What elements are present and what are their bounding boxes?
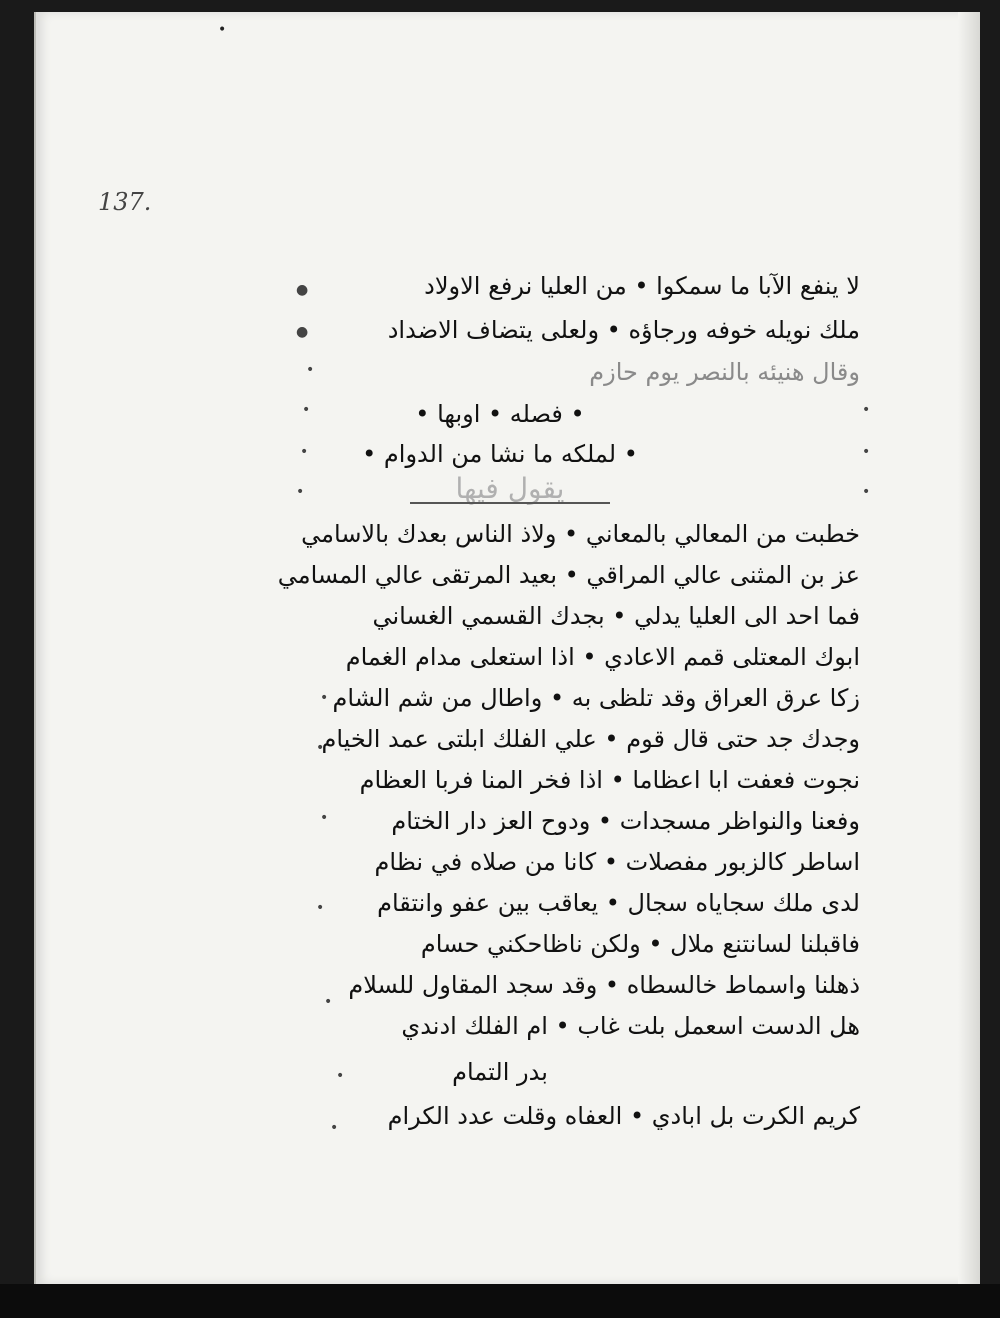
- margin-mark-left: •: [320, 810, 329, 826]
- verse-line-5: زكا عرق العراق وقد تلظى به • واطال من شم الشام: [332, 684, 860, 712]
- verse-line-2: عز بن المثنى عالي المراقي • بعيد المرتقى عالي المسامي: [277, 561, 860, 589]
- faded-line: وقال هنيئه بالنصر يوم حازم: [589, 358, 860, 386]
- verse-line-12: ذهلنا واسماط خالسطاه • وقد سجد المقاول للسلام: [348, 971, 860, 999]
- top-ink-mark: •: [218, 22, 227, 38]
- verse-line-6: وجدك جد حتى قال قوم • علي الفلك ابلتى عمد الخيام: [321, 725, 860, 753]
- trailing-line: بدر التمام: [452, 1058, 548, 1086]
- margin-mark-left: •: [306, 362, 315, 378]
- margin-mark-left: •: [296, 484, 305, 500]
- margin-mark-right: •: [862, 444, 871, 460]
- page-edge-shadow: [958, 12, 980, 1284]
- short-line-2: • لملكه ما نشا من الدوام •: [362, 440, 638, 468]
- margin-mark-right: •: [862, 402, 871, 418]
- margin-mark-left: •: [316, 900, 325, 916]
- margin-mark-left: •: [300, 444, 309, 460]
- opening-line-2: ملك نويله خوفه ورجاؤه • ولعلى يتضاف الاضداد: [387, 316, 860, 344]
- verse-line-1: خطبت من المعالي بالمعاني • ولاذ الناس بعدك بالاسامي: [301, 520, 860, 548]
- margin-mark-left: •: [320, 690, 329, 706]
- verse-line-11: فاقبلنا لسانتنع ملال • ولكن ناظاحكني حسام: [420, 930, 860, 958]
- margin-mark-left: •: [316, 740, 325, 756]
- margin-mark-left: •: [330, 1120, 339, 1136]
- verse-line-13: هل الدست اسعمل بلت غاب • ام الفلك ادندي: [401, 1012, 860, 1040]
- section-heading: يقول فيها: [360, 472, 660, 505]
- verse-line-3: فما احد الى العليا يدلي • بجدك القسمي الغساني: [372, 602, 860, 630]
- final-line: كريم الكرت بل ابادي • العفاه وقلت عدد الكرام: [387, 1102, 860, 1130]
- verse-line-4: ابوك المعتلى قمم الاعادي • اذا استعلى مدام الغمام: [345, 643, 860, 671]
- scan-bottom-border: [0, 1284, 1000, 1318]
- verse-line-10: لدى ملك سجاياه سجال • يعاقب بين عفو وانتقام: [377, 889, 860, 917]
- opening-line-1: لا ينفع الآبا ما سمكوا • من العليا نرفع الاولاد: [424, 272, 860, 300]
- margin-mark-left: ●: [296, 282, 309, 298]
- verse-line-8: وفعنا والنواظر مسجدات • ودوح العز دار الختام: [391, 807, 860, 835]
- short-line-1: • فصله • اوبها •: [415, 400, 585, 428]
- folio-number: 137.: [98, 188, 152, 216]
- verse-line-7: نجوت فعفت ابا اعظاما • اذا فخر المنا فربا العظام: [359, 766, 860, 794]
- margin-mark-right: •: [862, 484, 871, 500]
- margin-mark-left: ●: [296, 324, 309, 340]
- margin-mark-left: •: [302, 402, 311, 418]
- verse-line-9: اساطر كالزبور مفصلات • كانا من صلاه في نظام: [374, 848, 860, 876]
- margin-mark-left: •: [324, 994, 333, 1010]
- margin-mark-left: •: [336, 1068, 345, 1084]
